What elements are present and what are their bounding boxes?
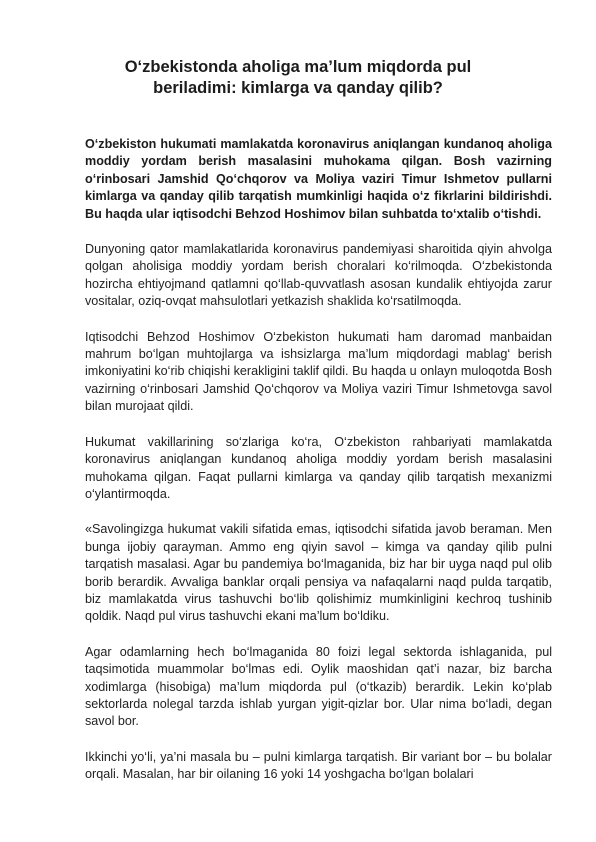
- article-paragraph: Dunyoning qator mamlakatlarida koronavirus pandemiyasi sharoitida qiyin ahvolga qolgan aholisiga moddiy yordam berish choralari ko‘rilmoqda. O‘zbekistonda hozircha ehtiyojmand qatlamni qo‘llab-quvvatlash asosan kundalik ehtiyojda zarur vositalar, oziq-ovqat mahsulotlari yetkazish shaklida ko‘rsatilmoqda.: [85, 242, 552, 309]
- article-paragraph: «Savolingizga hukumat vakili sifatida emas, iqtisodchi sifatida javob beraman. Men bunga ijobiy qarayman. Ammo eng qiyin savol – kimga va qanday qilib pulni tarqatish masalasi. Agar bu pandemiya bo‘lmaganida, biz har bir uyga naqd pul olib borib berardik. Avvaliga banklar orqali pensiya va nafaqalarni naqd pulda tarqatib, biz mamlakatda virus tashuvchi bo‘lib qolishimiz mumkinligini kechroq tushinib qoldik. Naqd pul virus tashuvchi ekani ma’lum bo‘ldiku.: [85, 522, 552, 624]
- article-title: O‘zbekistonda aholiga ma’lum miqdorda pul beriladimi: kimlarga va qanday qilib?: [124, 58, 472, 97]
- article-paragraph: Ikkinchi yo‘li, ya’ni masala bu – pulni kimlarga tarqatish. Bir variant bor – bu bolalar orqali. Masalan, har bir oilaning 16 yoki 14 yoshgacha bo‘lgan bolalari: [85, 749, 552, 782]
- article-paragraph: Agar odamlarning hech bo‘lmaganida 80 foizi legal sektorda ishlaganida, pul taqsimotida muammolar bo‘lmas edi. Oylik maoshidan qat’i nazar, biz barcha xodimlarga (hisobiga) ma’lum miqdorda pul (o‘tkazib) berardik. Lekin ko‘plab sektorlarda nolegal tarzda ishlab yurgan yigit-qizlar bor. Ular nima bo‘ladi, degan savol bor.: [85, 644, 552, 729]
- article-body: [85, 136, 552, 802]
- article-lead: O‘zbekiston hukumati mamlakatda koronavirus aniqlangan kundanoq aholiga moddiy yordam berish masalasini muhokama qilgan. Bosh vazirning o‘rinbosari Jamshid Qo‘chqorov va Moliya vaziri Timur Ishmetov pullarni kimlarga va qanday qilib tarqatish mumkinligi haqida o‘z fikrlarini bildirishdi. Bu haqda ular iqtisodchi Behzod Hoshimov bilan suhbatda to‘xtalib o‘tishdi.: [85, 137, 552, 221]
- article-paragraph: Iqtisodchi Behzod Hoshimov O‘zbekiston hukumati ham daromad manbaidan mahrum bo‘lgan muhtojlarga va ishsizlarga ma’lum miqdordagi mablag‘ berish imkoniyatini ko‘rib chiqishi kerakligini taklif qildi. Bu haqda u onlayn muloqotda Bosh vazirning o‘rinbosari Jamshid Qo‘chqorov va Moliya vaziri Timur Ishmetovga savol bilan murojaat qildi.: [85, 329, 552, 414]
- article-paragraph: Hukumat vakillarining so‘zlariga ko‘ra, O‘zbekiston rahbariyati mamlakatda koronavirus aniqlangan kundanoq aholiga moddiy yordam berish masalasini muhokama qilgan. Faqat pullarni kimlarga va qanday qilib tarqatish mexanizmi o‘ylantirmoqda.: [85, 434, 552, 501]
